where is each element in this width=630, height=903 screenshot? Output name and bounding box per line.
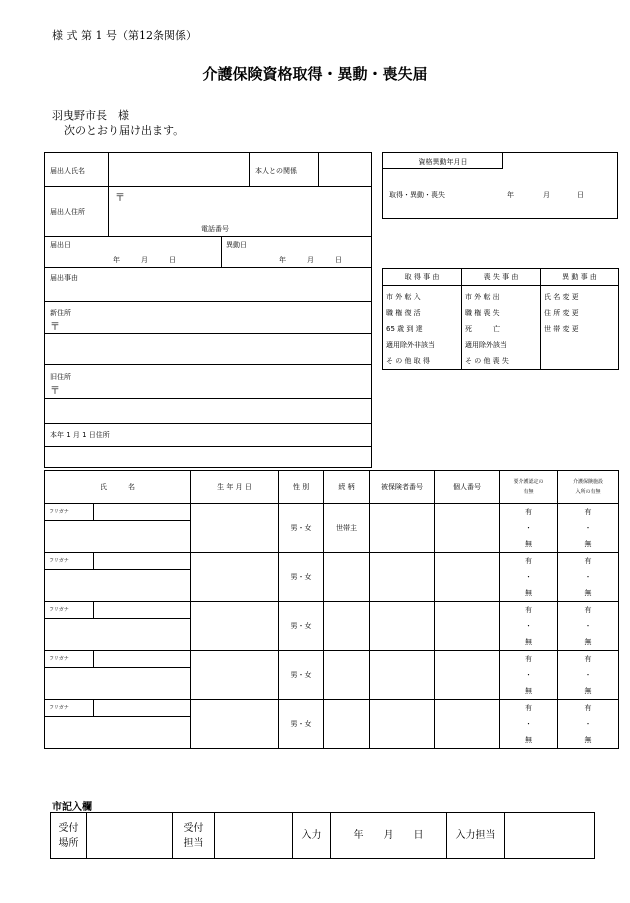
insured-no-field[interactable] (370, 602, 435, 651)
applicant-address-field[interactable] (109, 186, 371, 222)
postal-mark: 〒 (115, 193, 125, 204)
relation-label: 本人との関係 (255, 167, 297, 175)
care-cert-choice[interactable]: 有 ・ 無 (500, 602, 558, 651)
old-address-line2[interactable] (45, 398, 371, 424)
reason-option[interactable]: 市 外 転 出 (465, 293, 500, 301)
facility-choice[interactable]: 有 ・ 無 (558, 602, 619, 651)
input-staff-field[interactable] (505, 813, 595, 859)
change-date-units[interactable]: 年 月 日 (279, 256, 342, 264)
applicant-address-label: 届出人住所 (50, 208, 85, 216)
addressee: 羽曳野市長 様 (52, 109, 129, 122)
care-cert-choice[interactable]: 有 ・ 無 (500, 553, 558, 602)
input-label: 入力 (293, 813, 331, 859)
reason-option[interactable]: 適用除外非該当 (386, 341, 435, 349)
facility-choice[interactable]: 有 ・ 無 (558, 651, 619, 700)
name-field[interactable] (45, 521, 191, 553)
change-date-header: 資格異動年月日 (418, 158, 468, 166)
applicant-name-field[interactable] (109, 153, 249, 186)
furigana-cell[interactable]: フリガナ (45, 602, 191, 619)
insured-no-field[interactable] (370, 553, 435, 602)
day-unit: 日 (577, 191, 584, 199)
jan1-address-field[interactable] (45, 423, 371, 447)
old-address-field[interactable] (45, 364, 371, 399)
new-address-label: 新住所 (50, 309, 71, 317)
personal-no-field[interactable] (435, 504, 500, 553)
care-cert-choice[interactable]: 有 ・ 無 (500, 504, 558, 553)
acquisition-header: 取 得 事 由 (383, 269, 462, 286)
col-personal-no: 個人番号 (435, 471, 500, 504)
col-name: 氏 名 (45, 471, 191, 504)
reason-option[interactable]: そ の 他 喪 失 (465, 357, 509, 365)
sex-field[interactable]: 男・女 (279, 504, 324, 553)
jan1-address-line2[interactable] (45, 446, 371, 467)
facility-choice[interactable]: 有 ・ 無 (558, 700, 619, 749)
change-date-box (382, 152, 618, 219)
change-date-label: 異動日 (226, 241, 247, 249)
insured-no-field[interactable] (370, 651, 435, 700)
birth-field[interactable] (191, 504, 279, 553)
furigana-cell[interactable]: フリガナ (45, 504, 191, 521)
reason-option[interactable]: 住 所 変 更 (544, 309, 579, 317)
reason-option[interactable]: 市 外 転 入 (386, 293, 421, 301)
col-facility: 介護保険施設 入所の有無 (558, 471, 619, 504)
insured-no-field[interactable] (370, 504, 435, 553)
personal-no-field[interactable] (435, 602, 500, 651)
reason-option[interactable]: 死 亡 (465, 325, 500, 333)
loss-header: 喪 失 事 由 (462, 269, 541, 286)
care-cert-choice[interactable]: 有 ・ 無 (500, 651, 558, 700)
reason-option[interactable]: 適用除外該当 (465, 341, 507, 349)
change-type-label: 取得・異動・喪失 (389, 191, 445, 199)
month-unit: 月 (543, 191, 550, 199)
reason-option[interactable]: 職 権 喪 失 (465, 309, 500, 317)
sex-field[interactable]: 男・女 (279, 700, 324, 749)
sex-field[interactable]: 男・女 (279, 651, 324, 700)
birth-field[interactable] (191, 553, 279, 602)
reason-field[interactable] (45, 267, 371, 302)
furigana-cell[interactable]: フリガナ (45, 651, 191, 668)
relation-field[interactable] (324, 602, 370, 651)
relation-field[interactable] (319, 153, 371, 186)
old-address-label: 旧住所 (50, 373, 71, 381)
birth-field[interactable] (191, 602, 279, 651)
received-by-label: 受付 担当 (173, 813, 215, 859)
phone-label: 電話番号 (201, 225, 229, 233)
col-insured-no: 被保険者番号 (370, 471, 435, 504)
reason-label: 届出事由 (50, 274, 78, 282)
col-relation: 続 柄 (324, 471, 370, 504)
col-birth: 生 年 月 日 (191, 471, 279, 504)
col-care-cert: 要介護認定の 有無 (500, 471, 558, 504)
applicant-name-label: 届出人氏名 (50, 167, 85, 175)
intro-text: 次のとおり届け出ます。 (64, 124, 185, 137)
input-staff-label: 入力担当 (447, 813, 505, 859)
input-date-field[interactable]: 年 月 日 (331, 813, 447, 859)
facility-choice[interactable]: 有 ・ 無 (558, 553, 619, 602)
applicant-block (44, 152, 372, 468)
relation-field[interactable] (324, 553, 370, 602)
sex-field[interactable]: 男・女 (279, 602, 324, 651)
name-field[interactable] (45, 570, 191, 602)
received-place-field[interactable] (87, 813, 173, 859)
birth-field[interactable] (191, 700, 279, 749)
filing-date-units[interactable]: 年 月 日 (113, 256, 176, 264)
postal-mark: 〒 (50, 386, 60, 397)
form-number: 様 式 第 1 号（第12条関係） (52, 29, 197, 42)
filing-date-label: 届出日 (50, 241, 71, 249)
insured-no-field[interactable] (370, 700, 435, 749)
relation-field[interactable] (324, 700, 370, 749)
reasons-table (382, 268, 619, 370)
change-header: 異 動 事 由 (541, 269, 619, 286)
care-cert-choice[interactable]: 有 ・ 無 (500, 700, 558, 749)
reason-option[interactable]: 氏 名 変 更 (544, 293, 579, 301)
reason-option[interactable]: 世 帯 変 更 (544, 325, 579, 333)
year-unit: 年 (507, 191, 514, 199)
reason-option[interactable]: 65 歳 到 達 (386, 325, 423, 333)
members-table (44, 470, 619, 749)
name-field[interactable] (45, 668, 191, 700)
page-title: 介護保険資格取得・異動・喪失届 (202, 65, 428, 83)
received-by-field[interactable] (215, 813, 293, 859)
personal-no-field[interactable] (435, 700, 500, 749)
furigana-cell[interactable]: フリガナ (45, 553, 191, 570)
new-address-line2[interactable] (45, 333, 371, 365)
office-use-table (50, 812, 595, 859)
name-field[interactable] (45, 717, 191, 749)
name-field[interactable] (45, 619, 191, 651)
personal-no-field[interactable] (435, 553, 500, 602)
birth-field[interactable] (191, 651, 279, 700)
office-use-title: 市記入欄 (52, 802, 92, 813)
relation-field[interactable]: 世帯主 (324, 504, 370, 553)
furigana-cell[interactable]: フリガナ (45, 700, 191, 717)
sex-field[interactable]: 男・女 (279, 553, 324, 602)
reason-option[interactable]: 職 権 復 活 (386, 309, 421, 317)
facility-choice[interactable]: 有 ・ 無 (558, 504, 619, 553)
postal-mark: 〒 (50, 322, 60, 333)
relation-field[interactable] (324, 651, 370, 700)
jan1-address-label: 本年 1 月 1 日住所 (50, 431, 110, 439)
personal-no-field[interactable] (435, 651, 500, 700)
received-place-label: 受付 場所 (51, 813, 87, 859)
col-sex: 性 別 (279, 471, 324, 504)
new-address-field[interactable] (45, 301, 371, 334)
reason-option[interactable]: そ の 他 取 得 (386, 357, 430, 365)
